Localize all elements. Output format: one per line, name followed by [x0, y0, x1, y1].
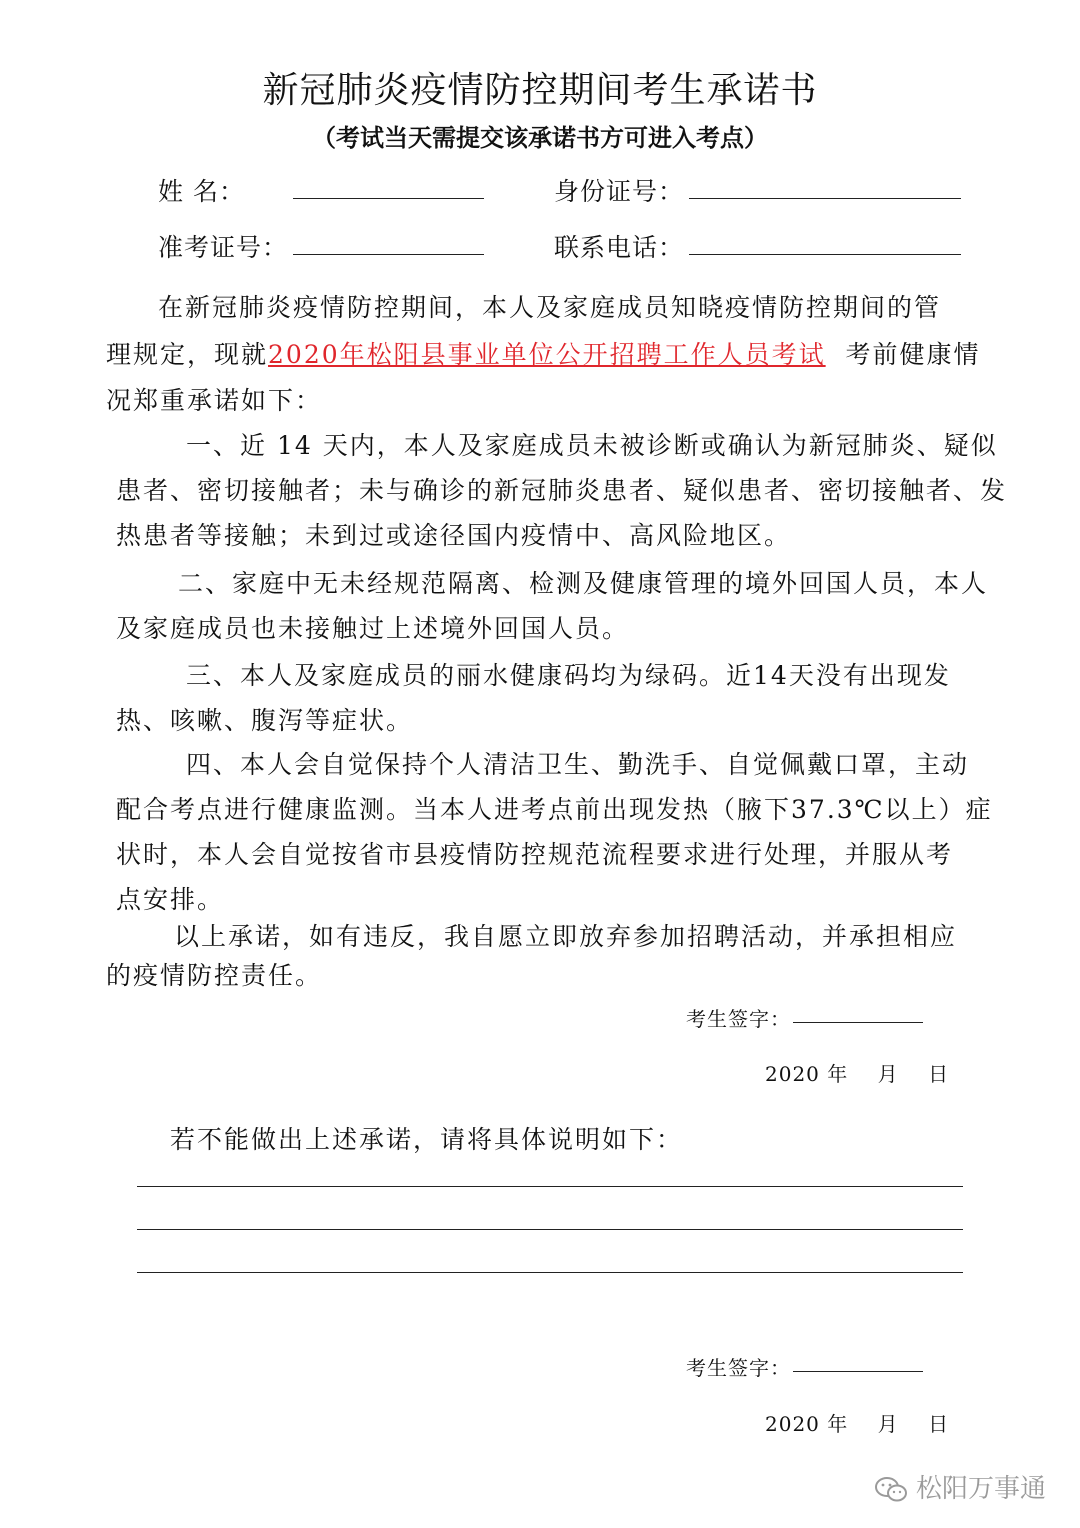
explanation-line-3[interactable] [137, 1272, 963, 1273]
ticket-label: 准考证号： [158, 233, 289, 262]
signature-date-2: 2020 年 月 日 [765, 1412, 950, 1436]
explanation-line-1[interactable] [137, 1186, 963, 1187]
item-four-line-2: 配合考点进行健康监测。当本人进考点前出现发热（腋下37.3℃以上）症 [116, 795, 993, 824]
item-one-line-2: 患者、密切接触者；未与确诊的新冠肺炎患者、疑似患者、密切接触者、发 [116, 476, 1008, 505]
name-field-line[interactable] [293, 198, 484, 199]
intro-line-1: 在新冠肺炎疫情防控期间，本人及家庭成员知晓疫情防控期间的管 [158, 293, 942, 322]
signature-label-2: 考生签字： [686, 1356, 791, 1380]
signature-line-2[interactable] [793, 1371, 923, 1372]
explanation-line-2[interactable] [137, 1229, 963, 1230]
item-two-line-2: 及家庭成员也未接触过上述境外回国人员。 [116, 614, 630, 643]
phone-label: 联系电话： [554, 233, 685, 262]
name-label: 姓 名： [158, 177, 245, 206]
closing-line-2: 的疫情防控责任。 [106, 961, 323, 990]
closing-line-1: 以上承诺，如有违反，我自愿立即放弃参加招聘活动，并承担相应 [174, 922, 958, 951]
id-label: 身份证号： [554, 177, 685, 206]
wechat-icon [874, 1476, 908, 1504]
ticket-field-line[interactable] [293, 254, 484, 255]
watermark [874, 1468, 1046, 1505]
item-one-line-3: 热患者等接触；未到过或途径国内疫情中、高风险地区。 [116, 521, 792, 550]
document-subtitle: （考试当天需提交该承诺书方可进入考点） [312, 123, 768, 152]
phone-field-line[interactable] [689, 254, 961, 255]
intro-line-3: 况郑重承诺如下： [106, 386, 323, 415]
item-three-line-2: 热、咳嗽、腹泻等症状。 [116, 706, 414, 735]
item-four-line-1: 四、本人会自觉保持个人清洁卫生、勤洗手、自觉佩戴口罩，主动 [186, 750, 970, 779]
watermark-text: 松阳万事通 [915, 1474, 1046, 1504]
item-one-line-1: 一、近 14 天内，本人及家庭成员未被诊断或确认为新冠肺炎、疑似 [186, 431, 998, 460]
intro-line-2 [106, 335, 981, 371]
signature-date-1: 2020 年 月 日 [765, 1062, 950, 1086]
exception-prompt: 若不能做出上述承诺，请将具体说明如下： [170, 1125, 684, 1154]
id-field-line[interactable] [689, 198, 961, 199]
item-four-line-4: 点安排。 [116, 885, 225, 914]
exam-name-highlight: 2020年松阳县事业单位公开招聘工作人员考试 [268, 340, 826, 369]
signature-label-1: 考生签字： [686, 1007, 791, 1031]
item-two-line-1: 二、家庭中无未经规范隔离、检测及健康管理的境外回国人员，本人 [178, 569, 989, 598]
intro-line-2-suffix: 考前健康情 [845, 340, 981, 369]
document-title: 新冠肺炎疫情防控期间考生承诺书 [262, 70, 818, 111]
item-four-line-3: 状时，本人会自觉按省市县疫情防控规范流程要求进行处理，并服从考 [116, 840, 954, 869]
intro-line-2-prefix: 理规定，现就 [106, 340, 269, 369]
item-three-line-1: 三、本人及家庭成员的丽水健康码均为绿码。近14天没有出现发 [186, 661, 951, 690]
intro-gap [826, 340, 846, 369]
signature-line-1[interactable] [793, 1022, 923, 1023]
